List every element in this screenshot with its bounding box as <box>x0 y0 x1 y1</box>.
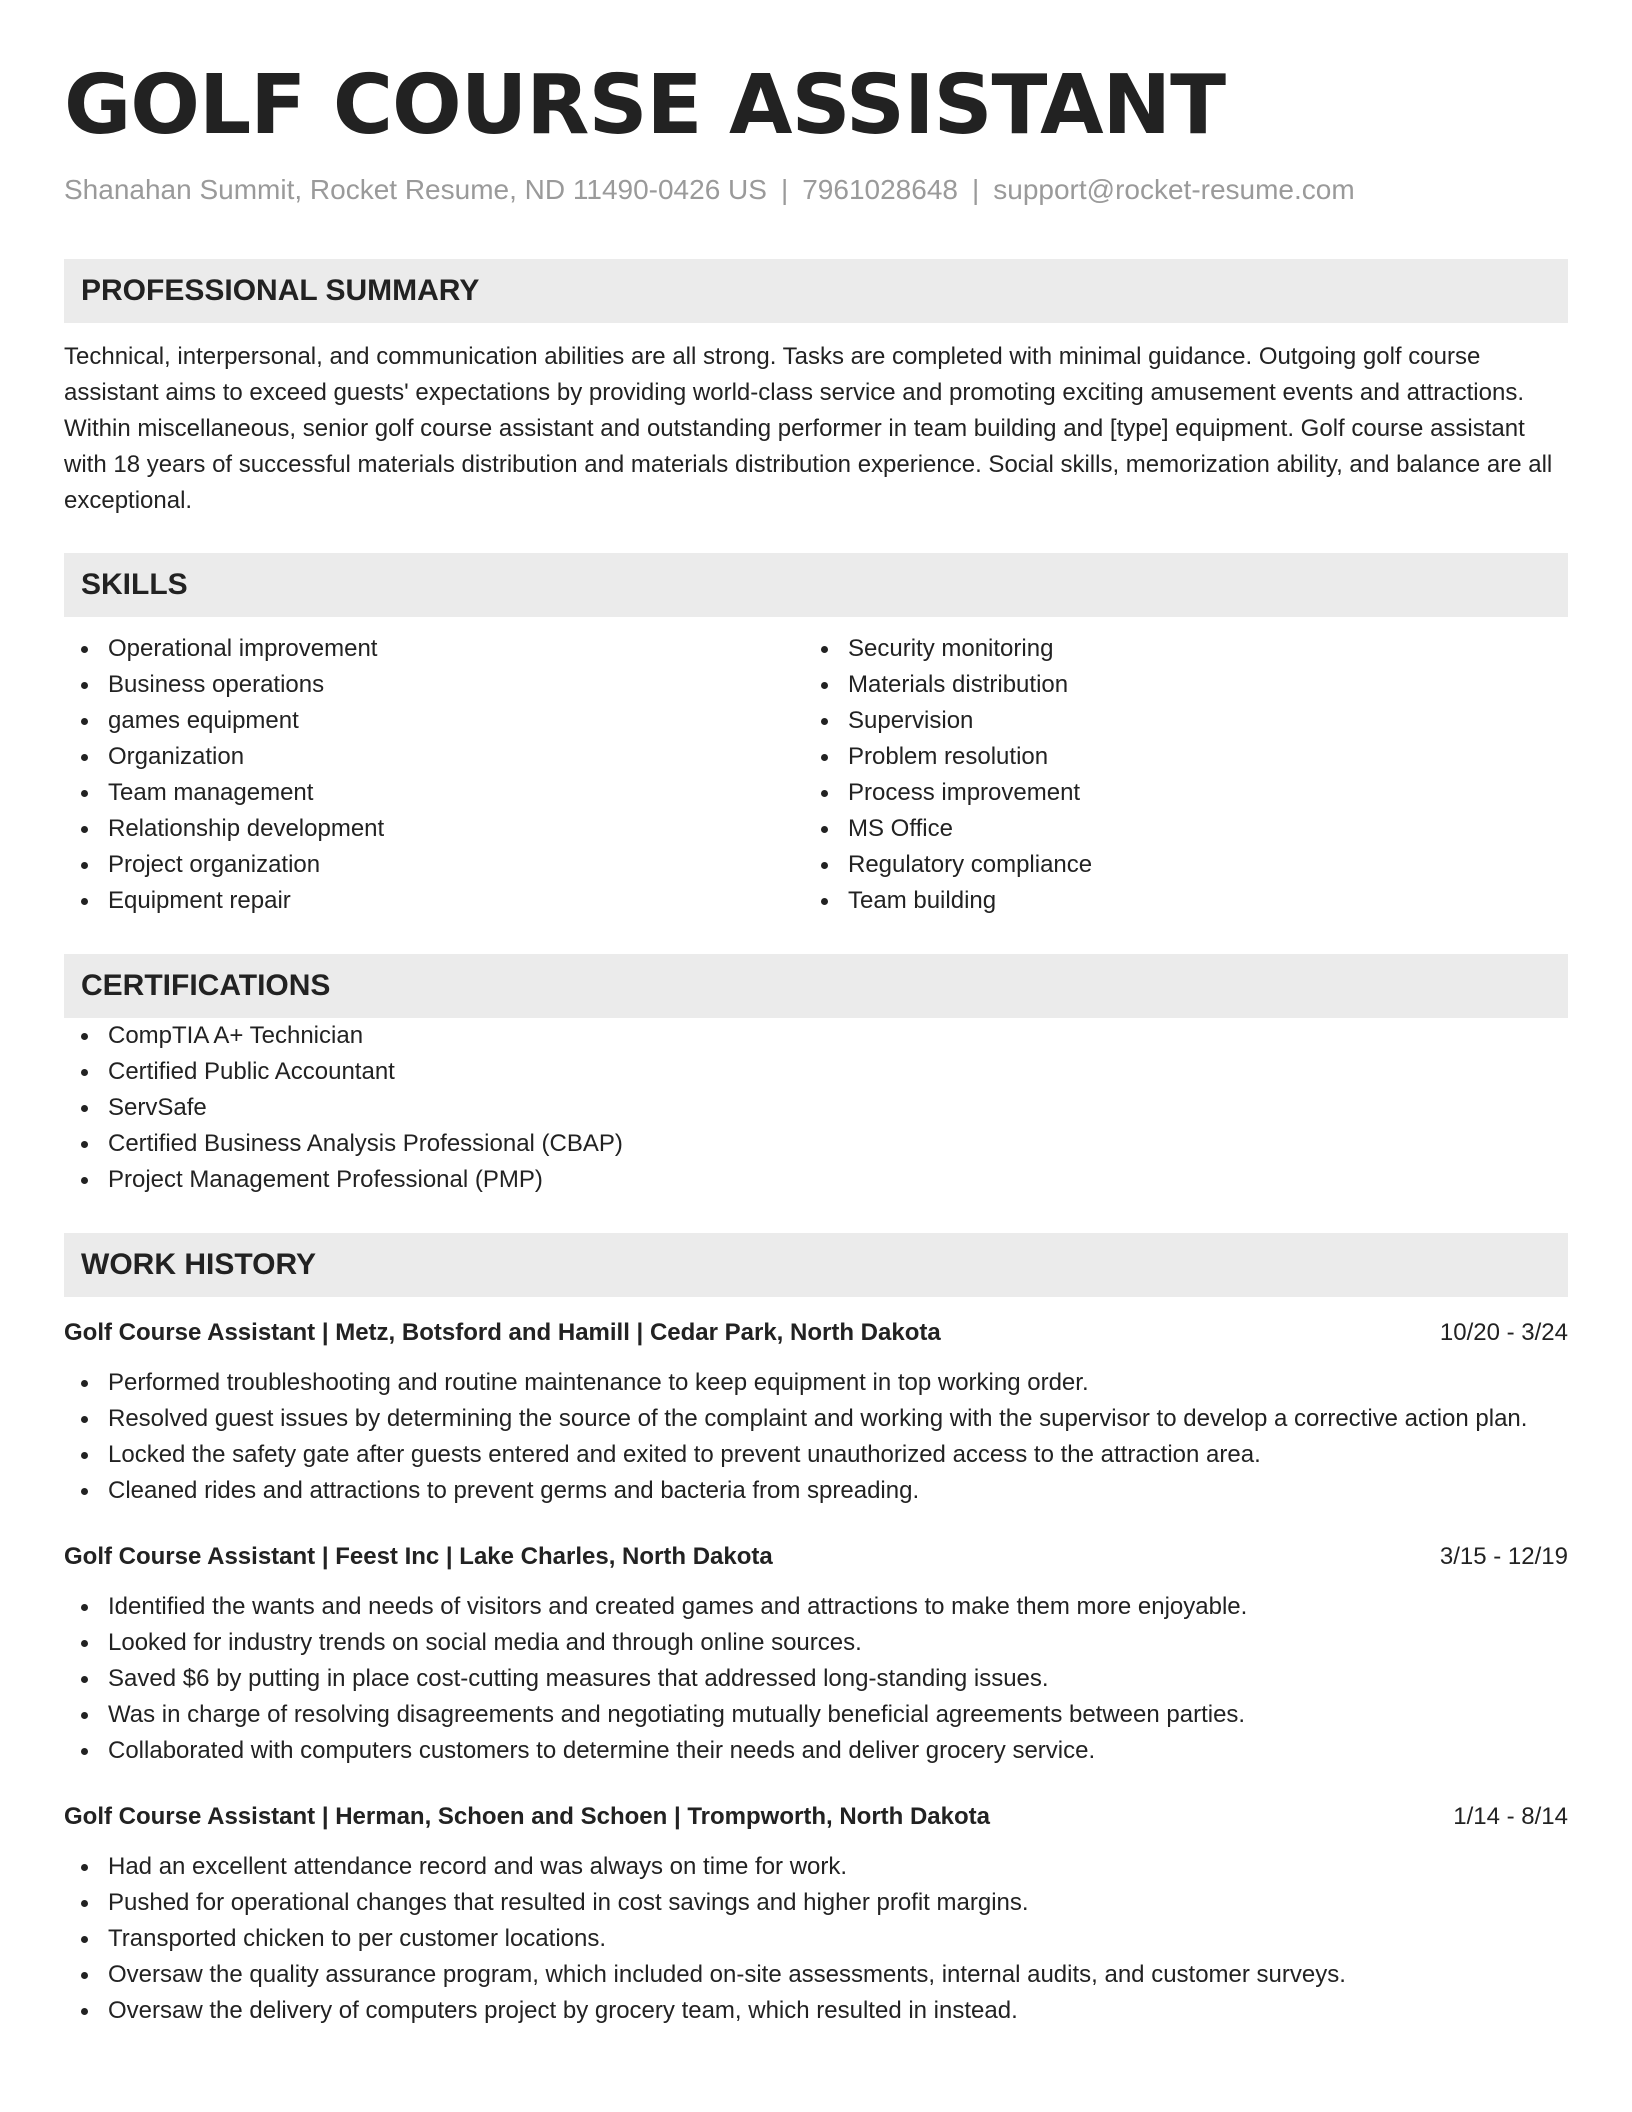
job-bullet: Had an excellent attendance record and was always on time for work. <box>64 1849 1568 1885</box>
skill-item: games equipment <box>64 703 804 739</box>
skill-item: Supervision <box>804 703 1544 739</box>
job-dates: 3/15 - 12/19 <box>1439 1543 1568 1570</box>
skill-item: MS Office <box>804 811 1544 847</box>
skill-item: Relationship development <box>64 811 804 847</box>
job-header <box>64 1799 1568 1835</box>
job-bullet: Cleaned rides and attractions to prevent germs and bacteria from spreading. <box>64 1473 1568 1509</box>
job-bullets <box>64 1589 1568 1769</box>
job-bullet: Locked the safety gate after guests entered and exited to prevent unauthorized access to the attraction area. <box>64 1437 1568 1473</box>
job-bullet: Transported chicken to per customer locations. <box>64 1921 1568 1957</box>
skill-item: Problem resolution <box>804 739 1544 775</box>
skill-item: Organization <box>64 739 804 775</box>
summary-text: Technical, interpersonal, and communication abilities are all strong. Tasks are completed with minimal guidance. Outgoing golf course assistant aims to exceed guests' expectations by providing world-class service and promoting exciting amusement events and attractions. Within miscellaneous, senior golf course assistant and outstanding performer in team building and [type] equipment. Golf course assistant with 18 years of successful materials distribution and materials distribution experience. Social skills, memorization ability, and balance are all exceptional. <box>64 343 1553 514</box>
skills-list-left <box>64 631 804 919</box>
job-title: Golf Course Assistant | Feest Inc | Lake Charles, North Dakota <box>64 1543 773 1570</box>
skill-item: Business operations <box>64 667 804 703</box>
certifications-heading: CERTIFICATIONS <box>64 954 1568 1018</box>
job-bullet: Oversaw the delivery of computers project by grocery team, which resulted in instead. <box>64 1993 1568 2029</box>
job-header <box>64 1315 1568 1351</box>
job-title: Golf Course Assistant | Herman, Schoen and Schoen | Trompworth, North Dakota <box>64 1803 991 1830</box>
job-dates: 10/20 - 3/24 <box>1439 1319 1568 1346</box>
skill-item: Materials distribution <box>804 667 1544 703</box>
job-entry <box>64 1799 1568 2029</box>
job-entry <box>64 1315 1568 1509</box>
skills-heading: SKILLS <box>64 553 1568 617</box>
page-title: GOLF COURSE ASSISTANT <box>64 58 1226 153</box>
certification-item: Certified Business Analysis Professional (CBAP) <box>64 1126 1568 1162</box>
skill-item: Team management <box>64 775 804 811</box>
job-header <box>64 1539 1568 1575</box>
job-bullet: Looked for industry trends on social media and through online sources. <box>64 1625 1568 1661</box>
job-bullets <box>64 1365 1568 1509</box>
job-entry <box>64 1539 1568 1769</box>
job-bullet: Resolved guest issues by determining the source of the complaint and working with the supervisor to develop a corrective action plan. <box>64 1401 1568 1437</box>
skill-item: Equipment repair <box>64 883 804 919</box>
job-bullet: Identified the wants and needs of visitors and created games and attractions to make them more enjoyable. <box>64 1589 1568 1625</box>
job-bullet: Was in charge of resolving disagreements and negotiating mutually beneficial agreements between parties. <box>64 1697 1568 1733</box>
contact-separator: | <box>780 174 789 205</box>
job-bullets <box>64 1849 1568 2029</box>
contact-phone: 7961028648 <box>802 174 958 205</box>
contact-line <box>64 172 1568 208</box>
job-bullet: Pushed for operational changes that resulted in cost savings and higher profit margins. <box>64 1885 1568 1921</box>
skill-item: Security monitoring <box>804 631 1544 667</box>
skill-item: Operational improvement <box>64 631 804 667</box>
job-bullet: Performed troubleshooting and routine maintenance to keep equipment in top working order. <box>64 1365 1568 1401</box>
skills-column-right <box>804 631 1544 919</box>
skill-item: Project organization <box>64 847 804 883</box>
certification-item: ServSafe <box>64 1090 1568 1126</box>
contact-address: Shanahan Summit, Rocket Resume, ND 11490-0426 US <box>64 174 767 205</box>
job-title: Golf Course Assistant | Metz, Botsford and Hamill | Cedar Park, North Dakota <box>64 1319 941 1346</box>
certifications-list <box>64 1018 1568 1198</box>
skills-column-left <box>64 631 804 919</box>
skills-columns <box>64 631 1568 919</box>
job-bullet: Saved $6 by putting in place cost-cutting measures that addressed long-standing issues. <box>64 1661 1568 1697</box>
certification-item: Project Management Professional (PMP) <box>64 1162 1568 1198</box>
certification-item: CompTIA A+ Technician <box>64 1018 1568 1054</box>
skill-item: Regulatory compliance <box>804 847 1544 883</box>
skills-list-right <box>804 631 1544 919</box>
certification-item: Certified Public Accountant <box>64 1054 1568 1090</box>
contact-email: support@rocket-resume.com <box>993 174 1355 205</box>
job-dates: 1/14 - 8/14 <box>1453 1803 1568 1830</box>
summary-heading: PROFESSIONAL SUMMARY <box>64 259 1568 323</box>
skill-item: Process improvement <box>804 775 1544 811</box>
work-history-heading: WORK HISTORY <box>64 1233 1568 1297</box>
skill-item: Team building <box>804 883 1544 919</box>
job-bullet: Oversaw the quality assurance program, which included on-site assessments, internal audits, and customer surveys. <box>64 1957 1568 1993</box>
contact-separator: | <box>971 174 980 205</box>
job-bullet: Collaborated with computers customers to determine their needs and deliver grocery service. <box>64 1733 1568 1769</box>
